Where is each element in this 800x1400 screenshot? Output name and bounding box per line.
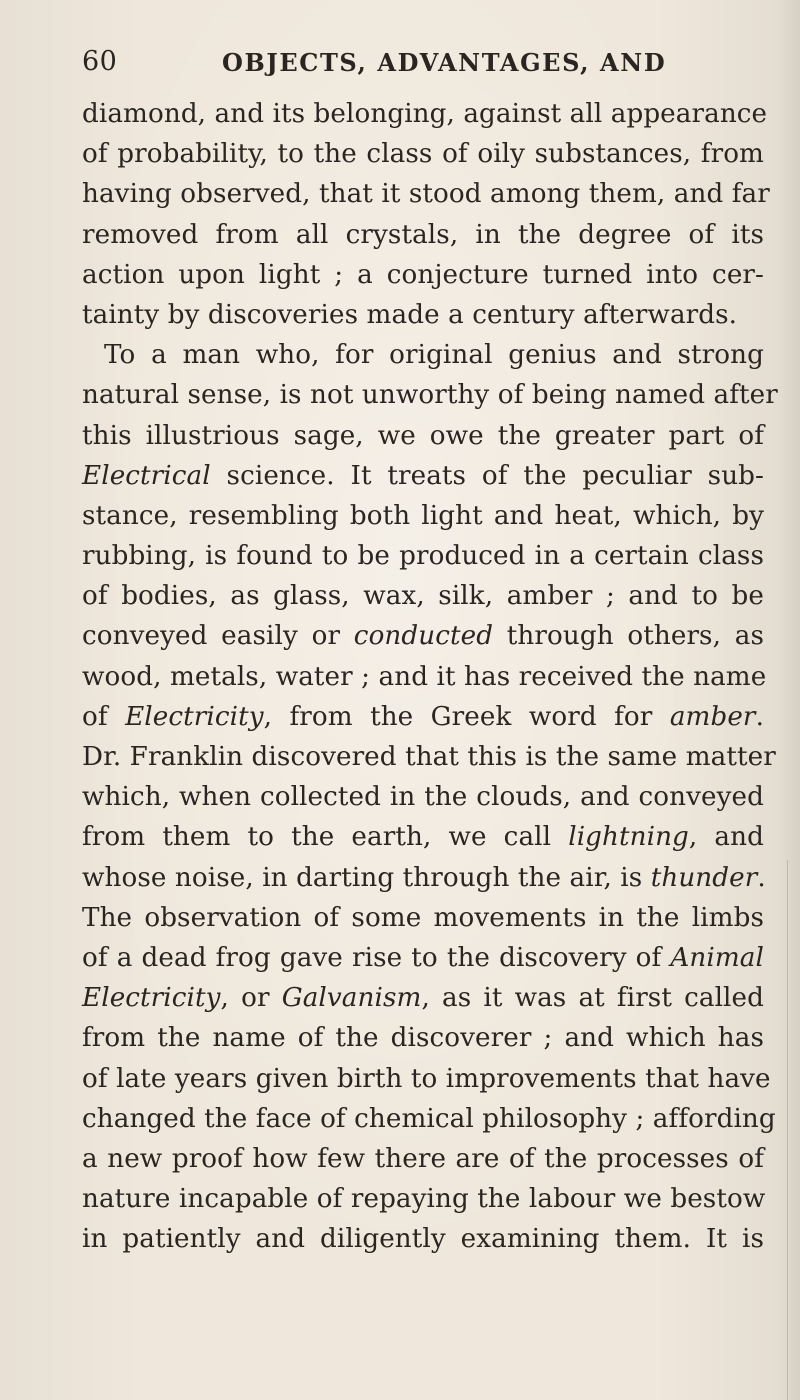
text-line-thunder (82, 858, 764, 898)
page-header (82, 46, 702, 86)
plain-text: , and (688, 822, 764, 853)
text-line-electricity (82, 697, 764, 737)
italic-text: amber (669, 701, 756, 732)
page-number: 60 (82, 46, 118, 77)
body-text (82, 94, 778, 1259)
text-line: rubbing, is found to be produced in a certain class (82, 541, 764, 572)
page-edge-shadow (778, 0, 800, 1400)
plain-text: conveyed easily or (82, 621, 354, 652)
plain-text: , from the Greek word for (263, 701, 670, 732)
text-line: which, when collected in the clouds, and conveyed (82, 782, 764, 813)
text-line-conducted (82, 616, 764, 656)
text-line-galvanism (82, 978, 764, 1018)
plain-text: of (82, 701, 126, 732)
italic-text: Electrical (82, 460, 211, 491)
text-line-lightning (82, 817, 764, 857)
plain-text: whose noise, in darting through the air, is (82, 862, 651, 893)
italic-text: Animal (670, 942, 764, 973)
text-line: nature incapable of repaying the labour we bestow (82, 1184, 766, 1215)
text-line: The observation of some movements in the limbs (82, 902, 764, 933)
text-line: of bodies, as glass, wax, silk, amber ; and to be (82, 581, 764, 612)
running-head: OBJECTS, ADVANTAGES, AND (222, 48, 667, 77)
text-line-electrical (82, 456, 764, 496)
text-line: from the name of the discoverer ; and which has (82, 1023, 764, 1054)
plain-text: through others, as (493, 621, 764, 652)
plain-text: science. It treats of the peculiar sub- (210, 460, 764, 491)
text-line: diamond, and its belonging, against all appearance (82, 99, 768, 129)
text-line: action upon light ; a conjecture turned into cer- (82, 259, 764, 290)
italic-text: lightning (568, 822, 689, 853)
text-line: tainty by discoveries made a century afterwards. (82, 299, 738, 330)
paragraph-start-line: To a man who, for original genius and strong (104, 340, 764, 371)
text-line-animal (82, 938, 764, 978)
text-line: of probability, to the class of oily substances, from (82, 139, 764, 170)
italic-text: conducted (353, 621, 494, 652)
text-line: natural sense, is not unworthy of being named after (82, 380, 778, 411)
plain-text: from them to the earth, we call (82, 822, 569, 853)
text-line: wood, metals, water ; and it has received the name (82, 661, 767, 692)
text-line: Dr. Franklin discovered that this is the same matter (82, 742, 776, 772)
text-line: in patiently and diligently examining them. It is (82, 1224, 764, 1255)
plain-text: . (757, 862, 766, 893)
italic-text: Galvanism (281, 983, 422, 1014)
text-line: a new proof how few there are of the processes of (82, 1143, 764, 1174)
italic-text: thunder (650, 862, 758, 893)
italic-text: Electricity (82, 983, 221, 1014)
plain-text: . (755, 701, 764, 732)
plain-text: , or (220, 983, 282, 1014)
italic-text: Electricity (125, 701, 264, 732)
text-line: of late years given birth to improvements that have (82, 1063, 771, 1094)
text-line: having observed, that it stood among them, and far (82, 179, 770, 210)
plain-text: , as it was at first called (421, 983, 764, 1014)
text-line: removed from all crystals, in the degree of its (82, 219, 764, 250)
text-line: this illustrious sage, we owe the greater part of (82, 420, 764, 451)
plain-text: of a dead frog gave rise to the discovery of (82, 942, 671, 973)
text-line: changed the face of chemical philosophy ; affording (82, 1103, 776, 1134)
text-line: stance, resembling both light and heat, which, by (82, 500, 764, 531)
page-edge-line (787, 860, 788, 1400)
